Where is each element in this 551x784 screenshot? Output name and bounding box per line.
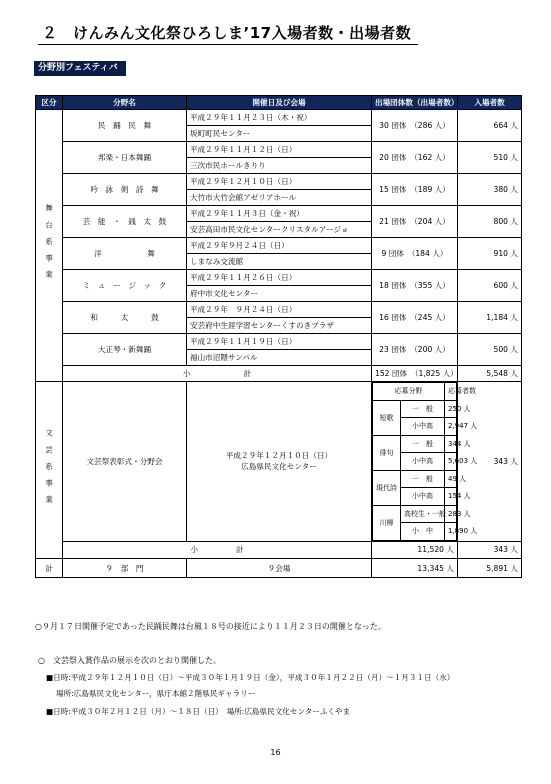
stage-row [36, 174, 522, 190]
literature-count: 154 人 [445, 488, 457, 506]
literature-venue: 広島県民文化センター [241, 462, 317, 472]
stage-groups: 21 団体 （204 人） [372, 206, 458, 238]
stage-groups: 15 団体 （189 人） [372, 174, 458, 206]
note-exhibition: ○ 文芸祭入賞作品の展示を次のとおり開催した。 [38, 656, 221, 665]
literature-division: 一 般 [401, 470, 445, 488]
stage-category: 舞台系事業 [36, 110, 63, 382]
stage-visitors: 1,184 人 [458, 302, 522, 334]
literature-field: 現代詩 [373, 470, 401, 505]
stage-visitors: 910 人 [458, 238, 522, 270]
note-exhibition-2: ■日時:平成３０年２月１２日（月）～１８日（日） 場所:広島県民文化センターふくやま [46, 707, 351, 716]
stage-subtotal-visitors: 5,548 人 [458, 366, 522, 382]
stage-subtotal-label: 小 計 [63, 366, 372, 382]
literature-entry-row [373, 400, 457, 418]
stage-venue: 坂町町民センター [187, 126, 372, 142]
stage-venue: 安芸高田市民文化センタークリスタルアージョ [187, 222, 372, 238]
stage-row [36, 334, 522, 350]
header-category: 区分 [36, 96, 63, 110]
section-label: 分野別フェスティバル [34, 61, 126, 76]
header-visitors: 入場者数 [458, 96, 522, 110]
stage-groups: 16 団体 （245 人） [372, 302, 458, 334]
literature-subtable-cell [372, 382, 478, 542]
stage-groups: 30 団体 （286 人） [372, 110, 458, 142]
total-venues: ９会場 [187, 559, 372, 578]
stage-date: 平成２９年１２月１０日（日） [187, 174, 372, 190]
literature-division: 小中高 [401, 488, 445, 506]
page-number: 16 [270, 748, 281, 757]
literature-division: 高校生・一般 [401, 505, 445, 523]
literature-subtotal-label: 小 計 [63, 541, 372, 559]
total-visitors: 5,891 人 [458, 559, 522, 578]
stage-row [36, 206, 522, 222]
total-body [36, 559, 522, 578]
note-typhoon: ○９月１７日開催予定であった民踊民舞は台風１８号の接近により１１月２３日の開催となった。 [35, 622, 386, 631]
literature-count: 283 人 [445, 505, 457, 523]
stage-row [36, 110, 522, 126]
literature-entry-row [373, 435, 457, 453]
stage-venue: 福山市沼隈サンパル [187, 350, 372, 366]
subheader-field: 応募分野 [373, 383, 445, 401]
literature-category: 文芸系事業 [36, 382, 63, 559]
literature-count: 250 人 [445, 400, 457, 418]
literature-field: 川柳 [373, 505, 401, 540]
literature-subheader-row [373, 383, 457, 401]
literature-division: 一 般 [401, 435, 445, 453]
total-label: 計 [36, 559, 63, 578]
literature-subtotal-visitors: 343 人 [458, 541, 522, 559]
stage-row [36, 270, 522, 286]
stage-visitors: 510 人 [458, 142, 522, 174]
stage-date: 平成２９年１１月２６日（日） [187, 270, 372, 286]
header-field-name: 分野名 [63, 96, 187, 110]
stage-subtotal-row [36, 366, 522, 382]
attendance-table [35, 95, 522, 578]
literature-field: 俳句 [373, 435, 401, 470]
literature-division: 一 般 [401, 400, 445, 418]
stage-date: 平成２９年１１月１９日（日） [187, 334, 372, 350]
note-exhibition-venue-1: 場所:広島県民文化センター，県庁本館２階県民ギャラリー [56, 689, 256, 698]
literature-subtotal-count: 11,520 人 [372, 541, 458, 559]
stage-venue: 大竹市大竹会館アゼリアホール [187, 190, 372, 206]
stage-groups: 9 団体 （184 人） [372, 238, 458, 270]
stage-visitors: 800 人 [458, 206, 522, 238]
literature-date: 平成２９年１２月１０日（日） [225, 451, 333, 461]
title-underline [38, 44, 418, 45]
table-header-row [36, 96, 522, 110]
stage-date: 平成２９年１１月２３日（木・祝） [187, 110, 372, 126]
total-sections: ９ 部 門 [63, 559, 187, 578]
literature-entry-row [373, 470, 457, 488]
note-exhibition-dates-1: ■日時:平成２９年１２月１０日（日）～平成３０年１月１９日（金），平成３０年１月２２日（月）～１月３１日（水） [46, 673, 455, 682]
header-date-venue: 開催日及び会場 [187, 96, 372, 110]
stage-field-name: 邦楽・日本舞踊 [63, 142, 187, 174]
literature-subtotal-row [36, 541, 522, 559]
literature-count: 344 人 [445, 435, 457, 453]
literature-count: 49 人 [445, 470, 457, 488]
stage-groups: 18 団体 （355 人） [372, 270, 458, 302]
stage-date: 平成２９年１１月３日（金・祝） [187, 206, 372, 222]
literature-entry-row [373, 505, 457, 523]
stage-date: 平成２９年１１月１２日（日） [187, 142, 372, 158]
stage-field-name: 民 踊 民 舞 [63, 110, 187, 142]
literature-division: 小 中 [401, 523, 445, 541]
stage-field-name: 洋 舞 [63, 238, 187, 270]
stage-subtotal-groups: 152 団体 （1,825 人） [372, 366, 458, 382]
literature-visitors: 343 人 [458, 382, 522, 542]
stage-groups: 23 団体 （200 人） [372, 334, 458, 366]
stage-field-name: 大正琴・新舞踊 [63, 334, 187, 366]
literature-body [36, 382, 522, 559]
literature-division: 小中高 [401, 453, 445, 471]
stage-field-name: ミ ュ ー ジ ッ ク [63, 270, 187, 302]
literature-date-venue [187, 382, 372, 542]
literature-count: 2,947 人 [445, 418, 457, 436]
stage-field-name: 芸 能 ・ 銭 太 鼓 [63, 206, 187, 238]
page-title: ２ けんみん文化祭ひろしま’17入場者数・出場者数 [42, 24, 412, 42]
subheader-count: 応募者数 [445, 383, 457, 401]
stage-visitors: 380 人 [458, 174, 522, 206]
stage-field-name: 吟 詠 剣 詩 舞 [63, 174, 187, 206]
total-row [36, 559, 522, 578]
stage-venue: しまなみ交流館 [187, 254, 372, 270]
literature-field: 短歌 [373, 400, 401, 435]
literature-name: 文芸祭表彰式・分野会 [63, 382, 187, 542]
literature-count: 1,890 人 [445, 523, 457, 541]
stage-row [36, 238, 522, 254]
stage-row [36, 302, 522, 318]
stage-visitors: 664 人 [458, 110, 522, 142]
literature-row [36, 382, 522, 542]
header-groups: 出場団体数（出場者数） [372, 96, 458, 110]
stage-venue: 安芸府中生涯学習センターくすのきプラザ [187, 318, 372, 334]
stage-venue: 三次市民ホールきりり [187, 158, 372, 174]
stage-field-name: 和 太 鼓 [63, 302, 187, 334]
stage-date: 平成２９年 ９月２４日（日） [187, 302, 372, 318]
stage-venue: 府中市文化センター [187, 286, 372, 302]
stage-visitors: 600 人 [458, 270, 522, 302]
stage-body [36, 110, 522, 382]
total-count: 13,345 人 [372, 559, 458, 578]
stage-row [36, 142, 522, 158]
stage-date: 平成２９年９月２４日（日） [187, 238, 372, 254]
literature-subtable [372, 382, 478, 541]
literature-division: 小中高 [401, 418, 445, 436]
stage-visitors: 500 人 [458, 334, 522, 366]
stage-groups: 20 団体 （162 人） [372, 142, 458, 174]
literature-count: 5,603 人 [445, 453, 457, 471]
